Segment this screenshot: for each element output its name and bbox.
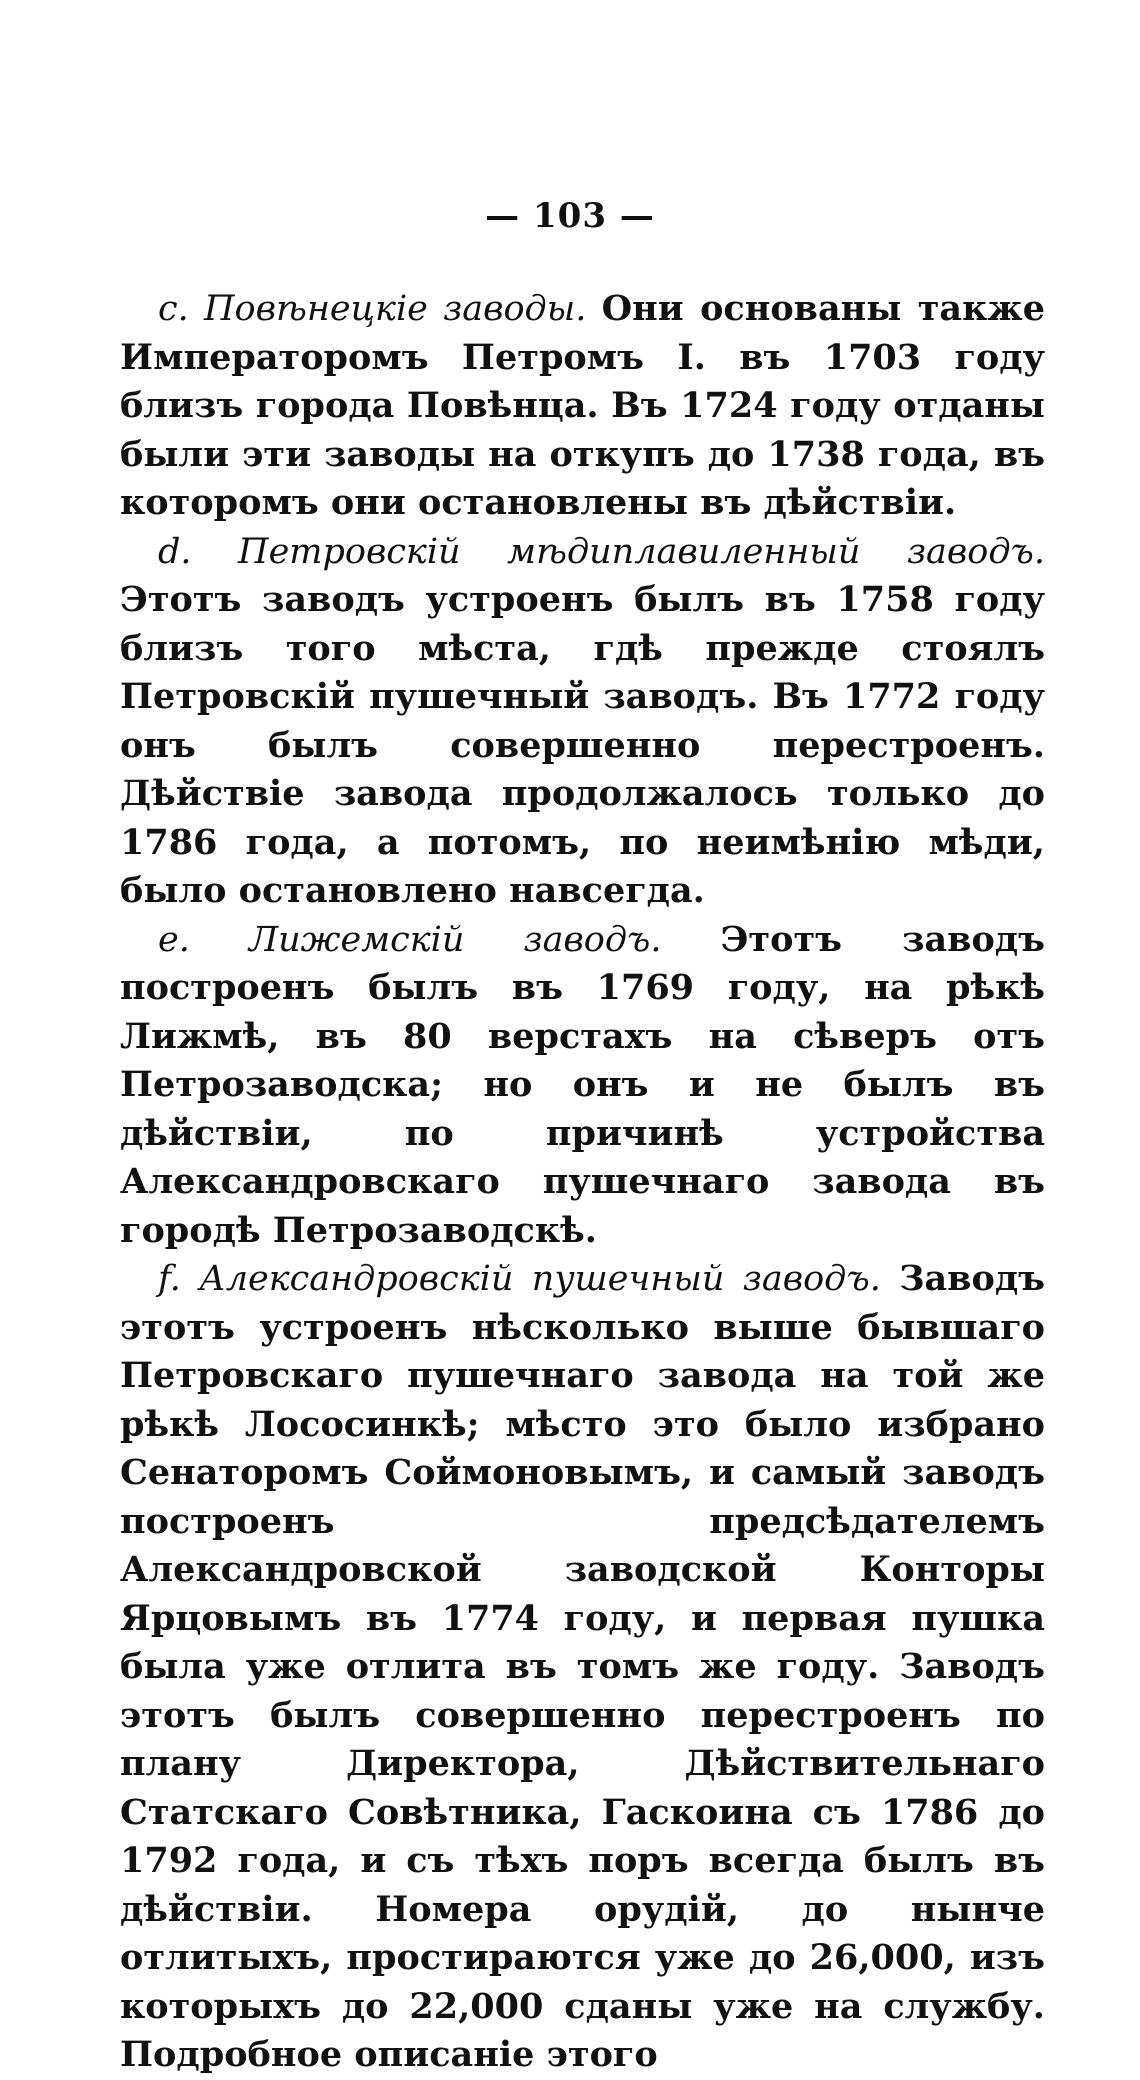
page-number: — 103 — [485,196,655,236]
paragraph-petrovsky-copper-factory [120,528,1045,916]
paragraph-text: Этотъ заводъ построенъ былъ въ 1769 году, на рѣкѣ Лижмѣ, въ 80 верстахъ на сѣверъ отъ Петрозаводска; но онъ и не былъ въ дѣйствіи, по причинѣ устройства Александровскаго пушечнаго завода въ городѣ Петрозаводскѣ. [120,918,1045,1251]
paragraph-lizhma-factory [120,916,1045,1256]
paragraph-heading: e. Лижемскій заводъ. [158,919,662,960]
page-body [120,285,1045,2080]
paragraph-text: Заводъ этотъ устроенъ нѣсколько выше бывшаго Петровскаго пушечнаго завода на той же рѣкѣ Лососинкѣ; мѣсто это было избрано Сенаторомъ Соймоновымъ, и самый заводъ построенъ предсѣдателемъ Александровской заводской Конторы Ярцовымъ въ 1774 году, и первая пушка была уже отлита въ томъ же году. Заводъ этотъ былъ совершенно перестроенъ по плану Директора, Дѣйствительнаго Статскаго Совѣтника, Гаскоина съ 1786 до 1792 года, и съ тѣхъ поръ всегда былъ въ дѣйствіи. Номера орудій, до нынче отлитыхъ, простираются уже до 26,000, изъ которыхъ до 22,000 сданы уже на службу. Подробное описаніе этого [120,1258,1045,2075]
paragraph-heading: d. Петровскій мѣдиплавиленный заводъ. [158,531,1045,572]
paragraph-text: Этотъ заводъ устроенъ былъ въ 1758 году близъ того мѣста, гдѣ прежде стоялъ Петровскій пушечный заводъ. Въ 1772 году онъ былъ совершенно перестроенъ. Дѣйствіе завода продолжалось только до 1786 года, а потомъ, по неимѣнію мѣди, было остановлено навсегда. [120,579,1045,911]
paragraph-text: Они основаны также Императоромъ Петромъ I. въ 1703 году близъ города Повѣнца. Въ 1724 году отданы были эти заводы на откупъ до 1738 года, въ которомъ они остановлены въ дѣйствіи. [120,288,1045,523]
paragraph-povenets-factories [120,285,1045,528]
paragraph-heading: c. Повѣнецкіе заводы. [158,289,587,329]
paragraph-heading: f. Александровскій пушечный заводъ. [158,1259,881,1299]
paragraph-alexandrovsky-cannon-factory [120,1255,1045,2080]
